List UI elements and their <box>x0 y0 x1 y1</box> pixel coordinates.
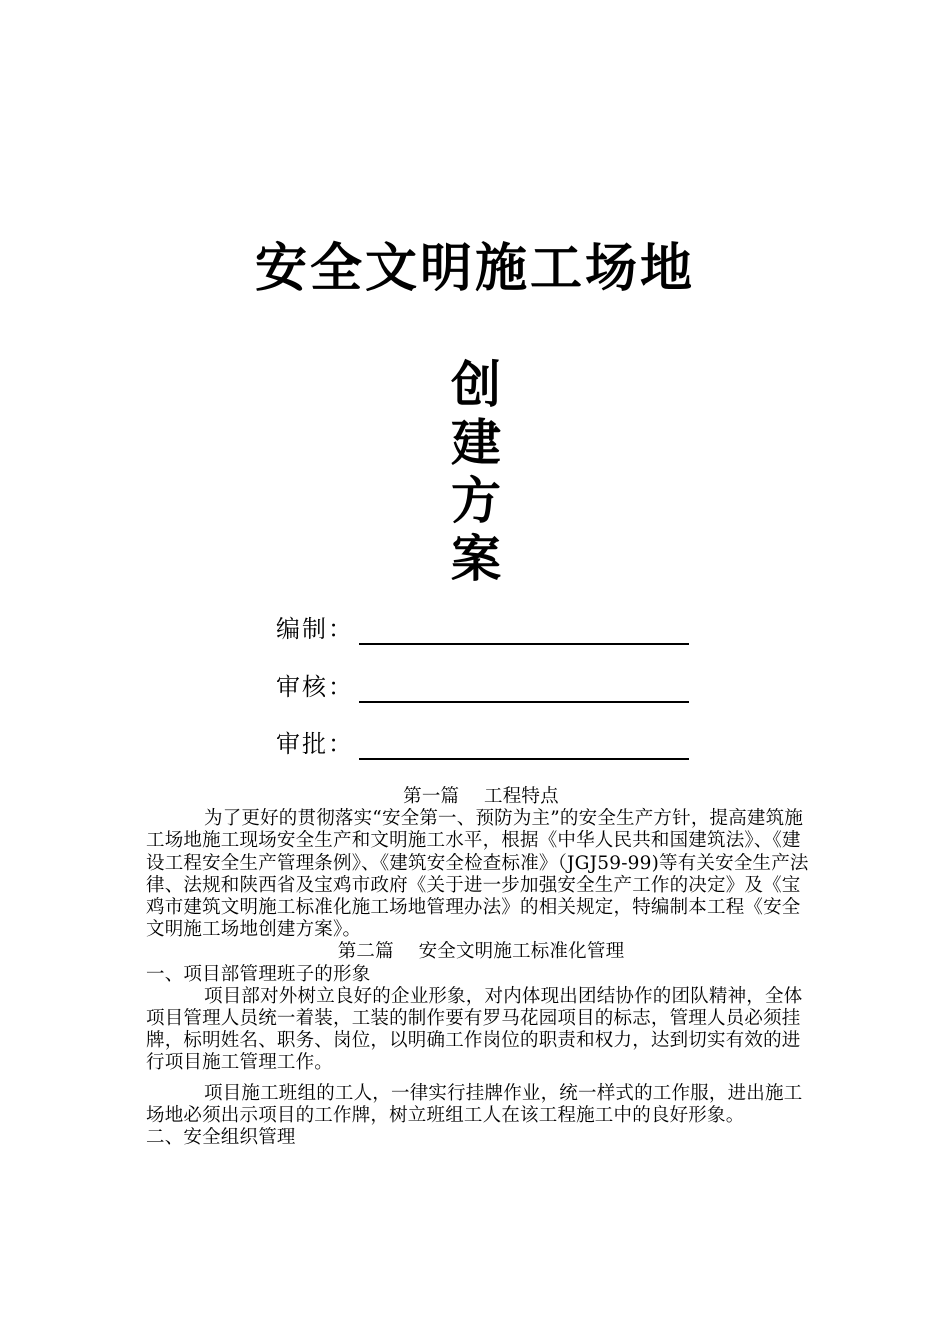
vertical-subtitle <box>445 356 507 588</box>
section2-title: 二、安全组织管理 <box>146 1127 296 1149</box>
section1-title: 一、项目部管理班子的形象 <box>146 963 371 985</box>
signature-line <box>359 758 689 760</box>
section1-paragraph: 项目部对外树立良好的企业形象，对内体现出团结协作的团队精神，全体项目管理人员统一着装，工装的制作要有罗马花园项目的标志，管理人员必须挂牌，标明姓名、职务、岗位，以明确工作岗位的职责和权力，达到切实有效的进行项目施工管理工作。 <box>146 985 803 1074</box>
part2-heading: 第二篇 安全文明施工标准化管理 <box>337 941 625 963</box>
vertical-subtitle-char: 创 <box>451 356 501 414</box>
section1-paragraph: 项目施工班组的工人，一律实行挂牌作业，统一样式的工作服，进出施工场地必须出示项目的工作牌，树立班组工人在该工程施工中的良好形象。 <box>146 1082 803 1126</box>
signature-row-compiled <box>276 608 696 648</box>
vertical-subtitle-char: 建 <box>451 414 501 472</box>
signature-line <box>359 643 689 645</box>
signature-row-approved <box>276 723 696 763</box>
main-title: 安全文明施工场地 <box>254 239 695 299</box>
part1-heading: 第一篇 工程特点 <box>403 786 559 807</box>
signature-row-reviewed <box>276 666 696 706</box>
part1-paragraph: 为了更好的贯彻落实“安全第一、预防为主”的安全生产方针，提高建筑施工场地施工现场安全生产和文明施工水平，根据《中华人民共和国建筑法》、《建设工程安全生产管理条例》、《建筑安全检查标准》（JGJ59-99)等有关安全生产法律、法规和陕西省及宝鸡市政府《关于进一步加强安全生产工作的决定》及《宝鸡市建筑文明施工标准化施工场地管理办法》的相关规定，特编制本工程《安全文明施工场地创建方案》。 <box>146 808 809 941</box>
signature-line <box>359 701 689 703</box>
vertical-subtitle-char: 案 <box>451 530 501 588</box>
signature-label: 编制： <box>276 615 354 643</box>
body-content <box>146 786 816 1149</box>
signature-label: 审批： <box>276 730 354 758</box>
signature-label: 审核： <box>276 673 354 701</box>
vertical-subtitle-char: 方 <box>451 472 501 530</box>
